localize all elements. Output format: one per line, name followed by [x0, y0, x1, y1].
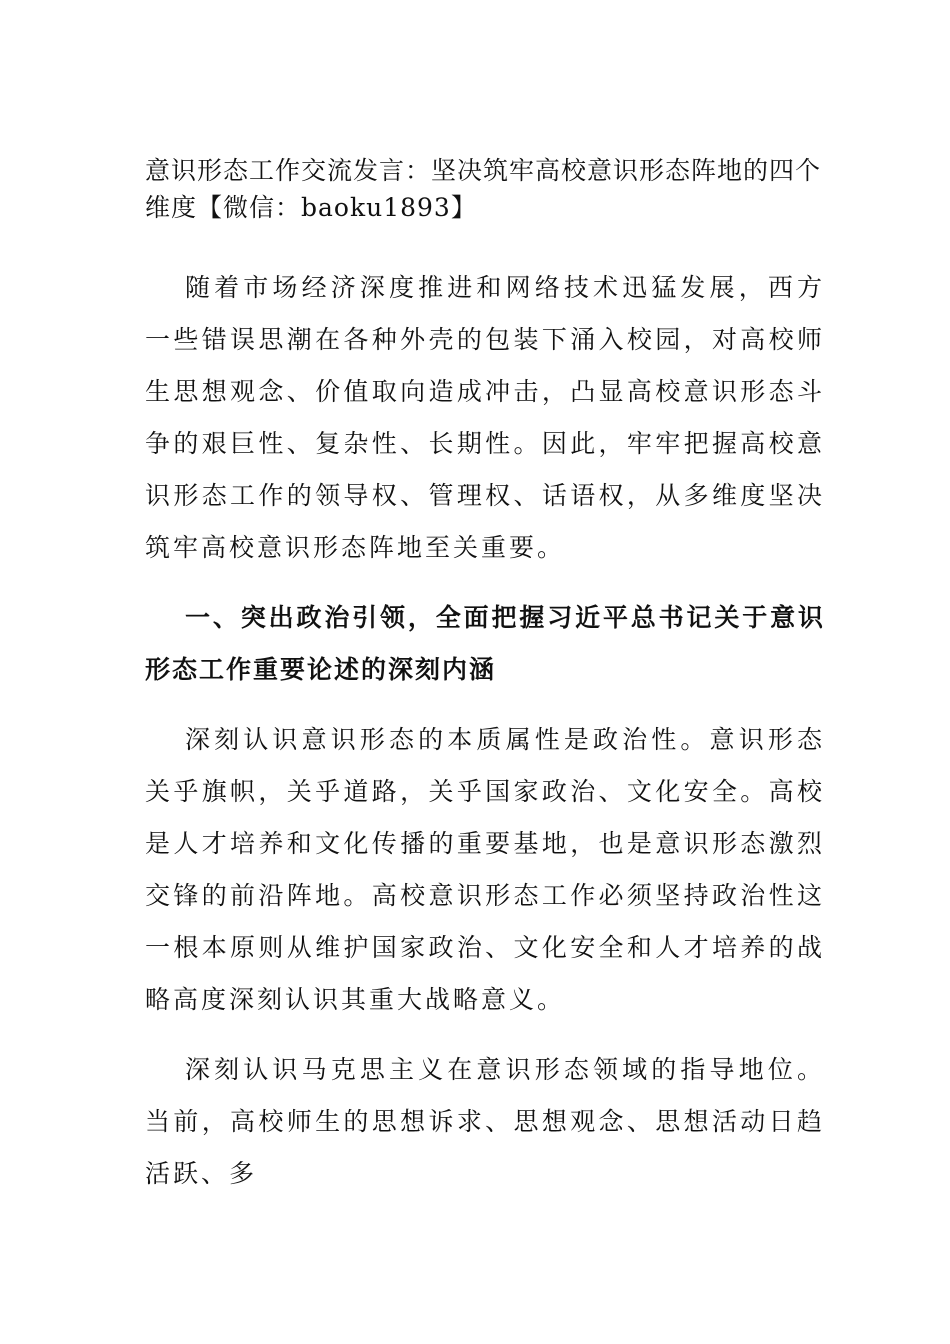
document-title: 意识形态工作交流发言：坚决筑牢高校意识形态阵地的四个维度【微信：baoku1893】	[145, 156, 822, 222]
body-paragraph: 深刻认识马克思主义在意识形态领域的指导地位。当前，高校师生的思想诉求、思想观念、思想活动日趋活跃、多	[145, 1055, 825, 1188]
body-paragraph: 深刻认识意识形态的本质属性是政治性。意识形态关乎旗帜，关乎道路，关乎国家政治、文化安全。高校是人才培养和文化传播的重要基地，也是意识形态激烈交锋的前沿阵地。高校意识形态工作必须坚持政治性这一根本原则从维护国家政治、文化安全和人才培养的战略高度深刻认识其重大战略意义。	[145, 725, 825, 1014]
section-heading: 一、突出政治引领，全面把握习近平总书记关于意识形态工作重要论述的深刻内涵	[145, 603, 825, 684]
document-content	[145, 152, 825, 1200]
intro-paragraph: 随着市场经济深度推进和网络技术迅猛发展，西方一些错误思潮在各种外壳的包装下涌入校园，对高校师生思想观念、价值取向造成冲击，凸显高校意识形态斗争的艰巨性、复杂性、长期性。因此，牢牢把握高校意识形态工作的领导权、管理权、话语权，从多维度坚决筑牢高校意识形态阵地至关重要。	[145, 273, 825, 562]
